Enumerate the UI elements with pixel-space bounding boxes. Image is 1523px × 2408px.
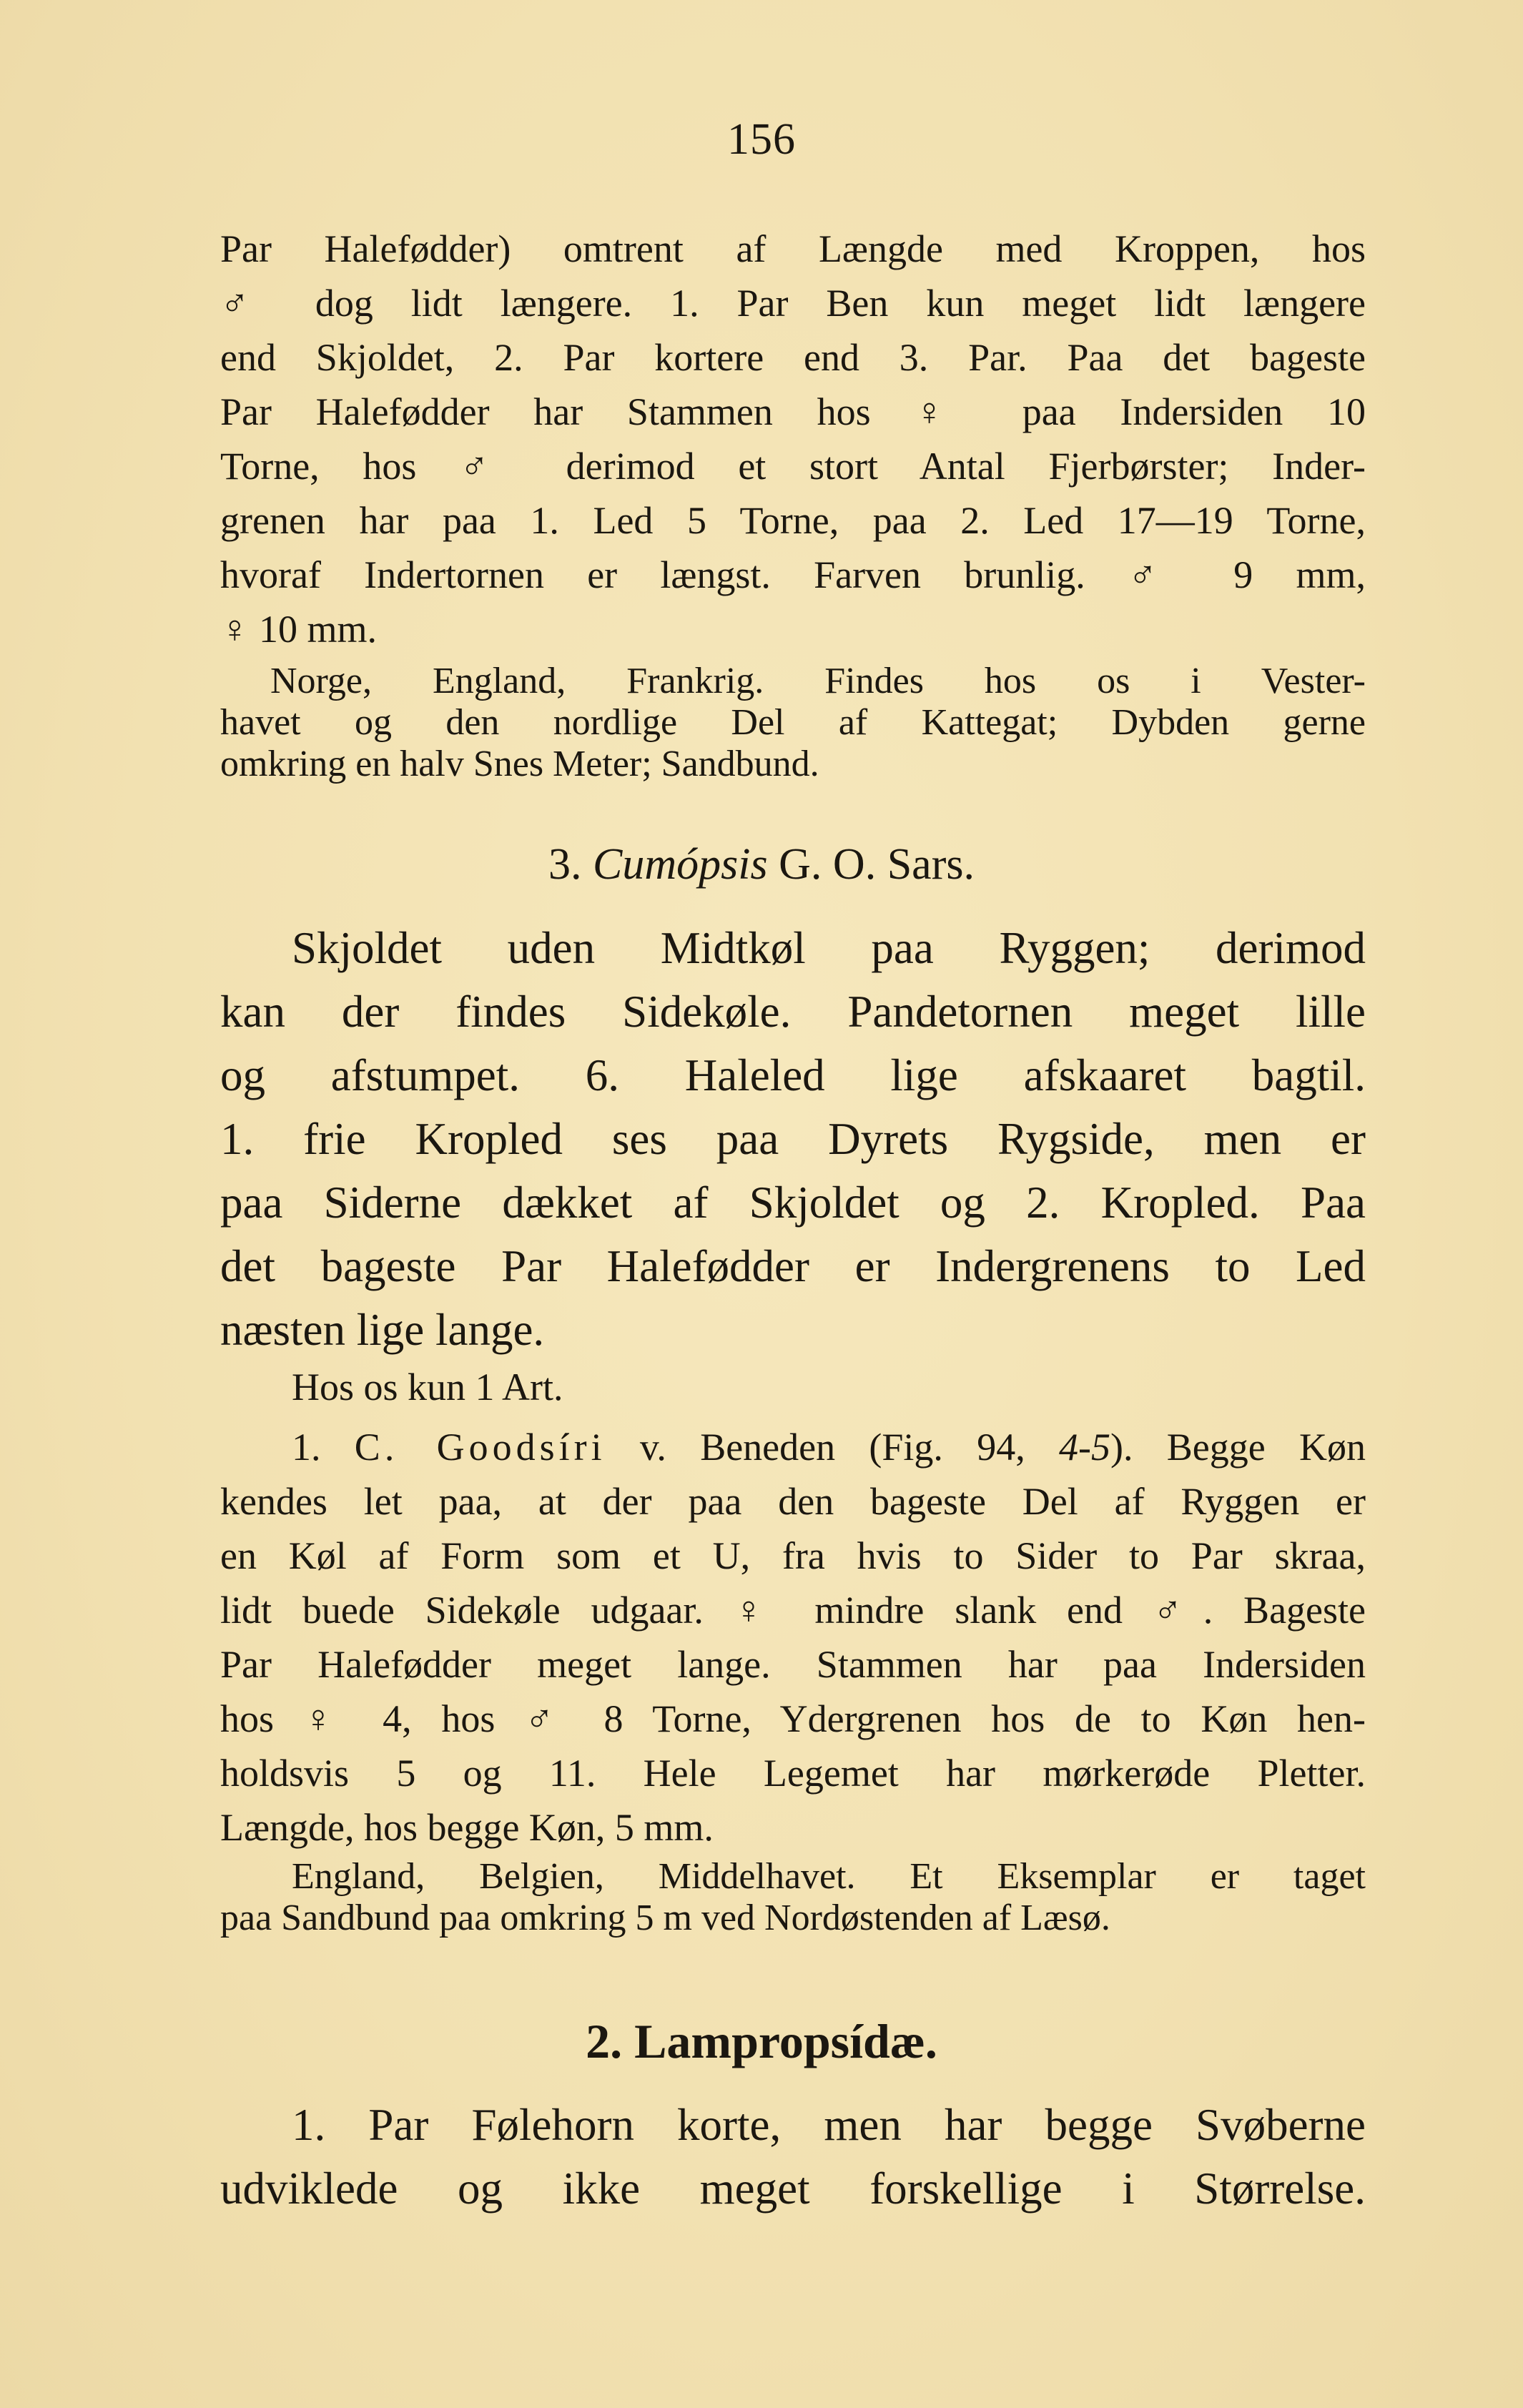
text-fragment: ). Begge Køn bbox=[1110, 1426, 1366, 1469]
text-line: hos ♀ 4, hos ♂ 8 Torne, Ydergrenen hos de to Køn hen- bbox=[220, 1697, 1366, 1740]
family-description bbox=[220, 2093, 1366, 2221]
text-line: lidt buede Sidekøle udgaar. ♀ mindre slank end ♂. Bageste bbox=[220, 1589, 1366, 1632]
text-line: hvoraf Indertornen er længst. Farven brunlig. ♂ 9 mm, bbox=[220, 553, 1366, 596]
species-first-line bbox=[220, 1420, 1366, 1474]
species-count bbox=[220, 1360, 1366, 1414]
text-line: Par Halefødder) omtrent af Længde med Kroppen, hos bbox=[220, 227, 1366, 270]
genus-name: Cumópsis bbox=[593, 840, 768, 889]
text-line: Hos os kun 1 Art. bbox=[292, 1366, 563, 1408]
distribution-paragraph bbox=[220, 661, 1366, 785]
text-line: England, Belgien, Middelhavet. Et Eksemplar er taget bbox=[292, 1856, 1366, 1897]
species-description bbox=[220, 1420, 1366, 1855]
text-line: det bageste Par Halefødder er Indergrenens to Led bbox=[220, 1241, 1366, 1291]
text-line: 1. Par Følehorn korte, men har begge Svøberne bbox=[292, 2100, 1366, 2150]
genus-description bbox=[220, 917, 1366, 1362]
text-line: Par Halefødder meget lange. Stammen har paa Indersiden bbox=[220, 1643, 1366, 1686]
text-line: Norge, England, Frankrig. Findes hos os i Vester- bbox=[270, 661, 1366, 701]
species-name: C. Goodsíri bbox=[354, 1426, 606, 1469]
text-line: paa Siderne dækket af Skjoldet og 2. Kropled. Paa bbox=[220, 1178, 1366, 1228]
text-line: udviklede og ikke meget forskellige i Størrelse. bbox=[220, 2163, 1366, 2214]
family-name: Lampropsídæ. bbox=[634, 2014, 937, 2068]
text-line: end Skjoldet, 2. Par kortere end 3. Par. Paa det bageste bbox=[220, 336, 1366, 379]
text-line: næsten lige lange. bbox=[220, 1305, 545, 1355]
text-line: grenen har paa 1. Led 5 Torne, paa 2. Led 17—19 Torne, bbox=[220, 499, 1366, 542]
genus-heading bbox=[0, 839, 1523, 890]
text-line: havet og den nordlige Del af Kattegat; Dybden gerne bbox=[220, 702, 1366, 743]
text-line: Par Halefødder har Stammen hos ♀ paa Indersiden 10 bbox=[220, 390, 1366, 433]
text-line: en Køl af Form som et U, fra hvis to Sider to Par skraa, bbox=[220, 1534, 1366, 1577]
distribution-paragraph bbox=[220, 1856, 1366, 1939]
family-heading bbox=[0, 2013, 1523, 2070]
paragraph-continued bbox=[220, 222, 1366, 656]
page-number: 156 bbox=[727, 115, 796, 164]
text-line: 1. frie Kropled ses paa Dyrets Rygside, men er bbox=[220, 1114, 1366, 1164]
text-line: omkring en halv Snes Meter; Sandbund. bbox=[220, 744, 819, 784]
family-number: 2. bbox=[586, 2014, 623, 2068]
figure-numbers: 4-5 bbox=[1059, 1426, 1110, 1469]
text-line: kan der findes Sidekøle. Pandetornen meget lille bbox=[220, 987, 1366, 1037]
text-line: kendes let paa, at der paa den bageste Del af Ryggen er bbox=[220, 1480, 1366, 1523]
text-line: Torne, hos ♂ derimod et stort Antal Fjerbørster; Inder- bbox=[220, 445, 1366, 488]
text-line: og afstumpet. 6. Haleled lige afskaaret bagtil. bbox=[220, 1050, 1366, 1100]
text-line: holdsvis 5 og 11. Hele Legemet har mørkerøde Pletter. bbox=[220, 1752, 1366, 1795]
genus-author: G. O. Sars. bbox=[779, 840, 975, 889]
genus-number: 3. bbox=[548, 840, 582, 889]
text-line: ♀ 10 mm. bbox=[220, 608, 378, 651]
text-line: Længde, hos begge Køn, 5 mm. bbox=[220, 1806, 714, 1849]
species-number: 1. bbox=[292, 1426, 321, 1469]
text-line: paa Sandbund paa omkring 5 m ved Nordøstenden af Læsø. bbox=[220, 1898, 1110, 1938]
text-line: ♂ dog lidt længere. 1. Par Ben kun meget lidt længere bbox=[220, 282, 1366, 325]
text-line: Skjoldet uden Midtkøl paa Ryggen; derimod bbox=[292, 923, 1366, 973]
species-author: v. Beneden (Fig. 94, bbox=[639, 1426, 1025, 1469]
